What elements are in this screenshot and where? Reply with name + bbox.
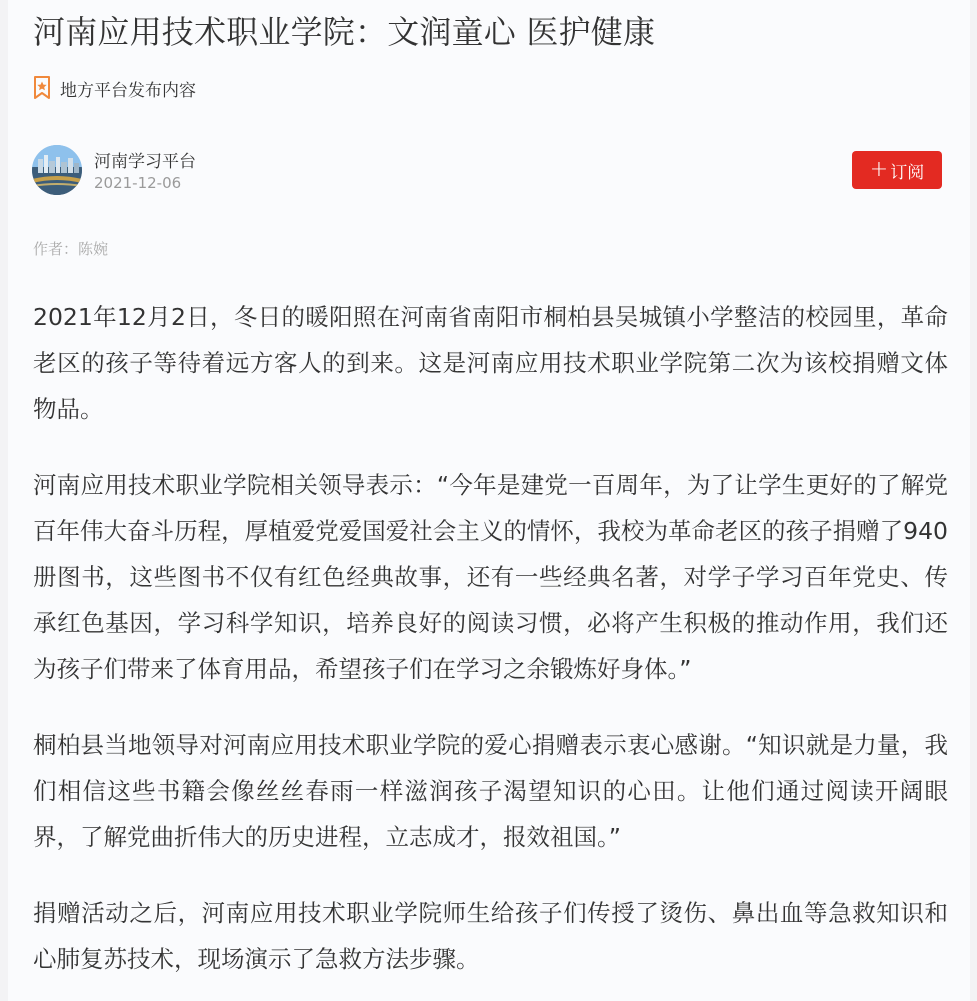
article-paragraph: 捐赠活动之后，河南应用技术职业学院师生给孩子们传授了烫伤、鼻出血等急救知识和心肺复苏技术，现场演示了急救方法步骤。 <box>33 899 948 973</box>
article-title: 河南应用技术职业学院：文润童心 医护健康 <box>33 13 656 51</box>
article-page <box>8 0 970 1001</box>
publish-date: 2021-12-06 <box>94 174 182 192</box>
article-body <box>33 294 948 1001</box>
subscribe-button[interactable] <box>852 151 942 189</box>
publisher-row <box>32 145 942 197</box>
bookmark-star-icon <box>33 76 51 100</box>
article-paragraph: 河南应用技术职业学院相关领导表示：“今年是建党一百周年，为了让学生更好的了解党百年伟大奋斗历程，厚植爱党爱国爱社会主义的情怀，我校为革命老区的孩子捐赠了940册图书，这些图书不仅有红色经典故事，还有一些经典名著，对学子学习百年党史、传承红色基因，学习科学知识，培养良好的阅读习惯，必将产生积极的推动作用，我们还为孩子们带来了体育用品，希望孩子们在学习之余锻炼好身体。” <box>33 471 948 683</box>
article-paragraph: 2021年12月2日，冬日的暖阳照在河南省南阳市桐柏县吴城镇小学整洁的校园里，革命老区的孩子等待着远方客人的到来。这是河南应用技术职业学院第二次为该校捐赠文体物品。 <box>33 303 948 423</box>
subscribe-label: 订阅 <box>890 162 925 183</box>
source-label: 地方平台发布内容 <box>60 80 196 101</box>
source-row <box>33 75 196 101</box>
publisher-name[interactable]: 河南学习平台 <box>94 152 196 172</box>
article-paragraph: 桐柏县当地领导对河南应用技术职业学院的爱心捐赠表示衷心感谢。“知识就是力量，我们相信这些书籍会像丝丝春雨一样滋润孩子渴望知识的心田。让他们通过阅读开阔眼界，了解党曲折伟大的历史进程，立志成才，报效祖国。” <box>33 731 948 851</box>
plus-icon: + <box>869 157 889 182</box>
author-line: 作者：陈婉 <box>33 240 109 258</box>
publisher-avatar[interactable] <box>32 145 82 195</box>
